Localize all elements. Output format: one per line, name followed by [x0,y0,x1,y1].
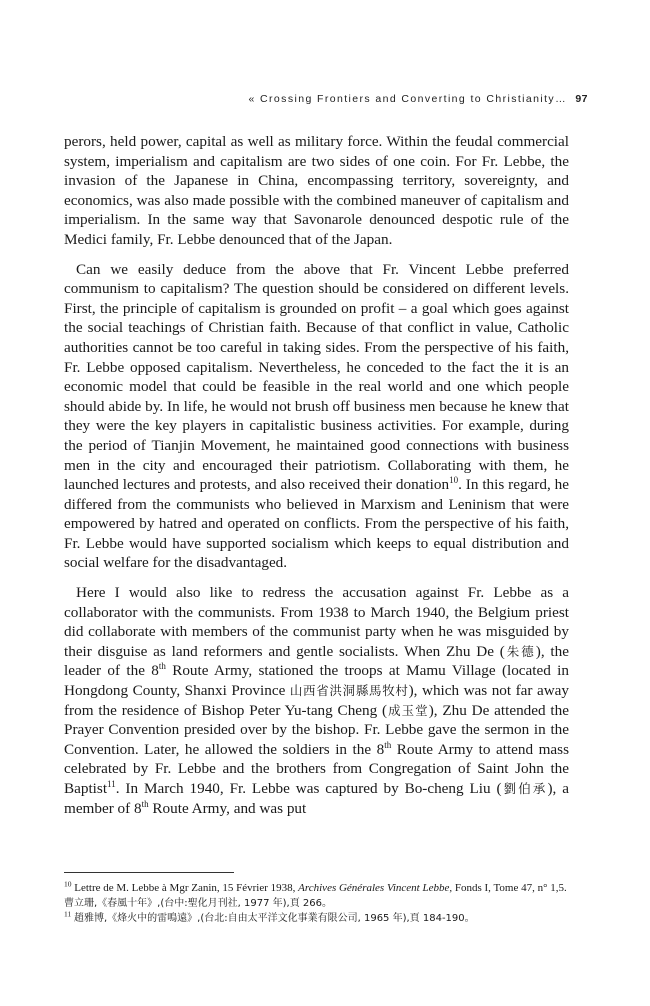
footnote-number: 10 [64,879,72,889]
paragraph-3-text-a: Here I would also like to redress the accusation against Fr. Lebbe as a collaborator with the communists. From 1938 to March 1940, the Belgium priest did collaborate with members of the communist party when he was misguided by their disguise as land reformers and gentle socialists. When Zhu De ( [64,584,569,660]
footnotes [64,872,569,926]
footnote-10-archive-title: Archives Générales Vincent Lebbe, [298,882,453,894]
ordinal-suffix: th [158,661,166,672]
footnote-ref-10[interactable]: 10 [449,475,459,486]
chinese-name-cheng: 成玉堂 [387,702,429,718]
footnote-10-text-a: Lettre de M. Lebbe à Mgr Zanin, 15 Février 1938, [74,882,299,894]
footnote-10-chinese-citation: 曹立珊,《春風十年》,(台中:聖化月刊社, 1977 年),頁 266。 [64,898,332,909]
footnote-11 [64,911,569,926]
footnote-10 [64,881,569,911]
chinese-name-zhu-de: 朱德 [504,643,536,659]
footnote-10-text-b: Fonds I, Tome 47, n° 1,5. [452,882,567,894]
paragraph-3-text-h: ), a member of 8 [64,780,569,817]
main-text [64,132,569,818]
paragraph-3 [64,583,569,818]
footnote-number: 11 [64,909,72,919]
paragraph-3-text-e: ), Zhu De attended the Prayer Convention presided over by the bishop. Fr. Lebbe gave the sermon in the Convention. Later, he allowed the soldiers in the 8 [64,701,569,758]
running-title: « Crossing Frontiers and Converting to Christianity… [248,93,567,105]
paragraph-1 [64,132,569,250]
ordinal-suffix: th [141,798,149,809]
chinese-place-name: 山西省洪洞縣馬牧村 [289,683,409,699]
paragraph-1-text: perors, held power, capital as well as military force. Within the feudal commercial system, imperialism and capitalism are two sides of one coin. For Fr. Lebbe, the invasion of the Japanese in China, encompassing territory, sovereignty, and economics, was also made possible with the combined maneuver of capitalism and imperialism. In the same way that Savonarole denounced despotic rule of the Medici family, Fr. Lebbe denounced that of the Japan. [64,133,569,248]
paragraph-2-text-b: . In this regard, he differed from the communists who believed in Marxism and Leninism that were empowered by hatred and operated on conflicts. From the perspective of his faith, Fr. Lebbe would have supported socialism which keeps to equal distribution and social welfare for the disadvantaged. [64,476,569,572]
footnote-11-chinese-citation: 趙雅博,《烽火中的雷鳴遠》,(台北:自由太平洋文化事業有限公司, 1965 年),頁 184-190。 [73,913,475,924]
footnote-ref-11[interactable]: 11 [107,778,116,789]
footnote-divider [64,872,234,873]
paragraph-3-text-c: Route Army, stationed the troops at Mamu Village (located in Hongdong County, Shanxi Province [64,662,569,700]
chinese-name-liu: 劉伯承 [501,781,548,796]
running-header [249,93,589,105]
paragraph-3-text-f: Route Army to attend mass celebrated by Fr. Lebbe and the brothers from Congregation of Saint John the Baptist [64,740,569,797]
paragraph-3-text-b: ), the leader of the 8 [64,642,569,680]
paragraph-3-text-d: ), which was not far away from the residence of Bishop Peter Yu-tang Cheng ( [64,682,569,719]
page-number: 97 [575,93,588,105]
paragraph-3-text-g: . In March 1940, Fr. Lebbe was captured by Bo-cheng Liu ( [115,780,502,797]
paragraph-2 [64,260,569,574]
ordinal-suffix: th [384,739,392,750]
paragraph-3-text-i: Route Army, and was put [148,799,307,817]
paragraph-2-text-a: Can we easily deduce from the above that Fr. Vincent Lebbe preferred communism to capitalism? The question should be considered on different levels. First, the principle of capitalism is grounded on profit – a goal which goes against the social teachings of Christian faith. Because of that conflict in value, Catholic authorities cannot be too careful in taking sides. From the perspective of his faith, Fr. Lebbe opposed capitalism. Nevertheless, he conceded to the fact the it is an economic model that could be feasible in the real world and one which people should abide by. In life, he would not brush off business men because he knew that they were the key players in capitalistic business activities. For example, during the period of Tianjin Movement, he maintained good connections with business men in the city and encouraged their patriotism. Collaborating with them, he launched lectures and protests, and also received their donation [64,260,569,494]
